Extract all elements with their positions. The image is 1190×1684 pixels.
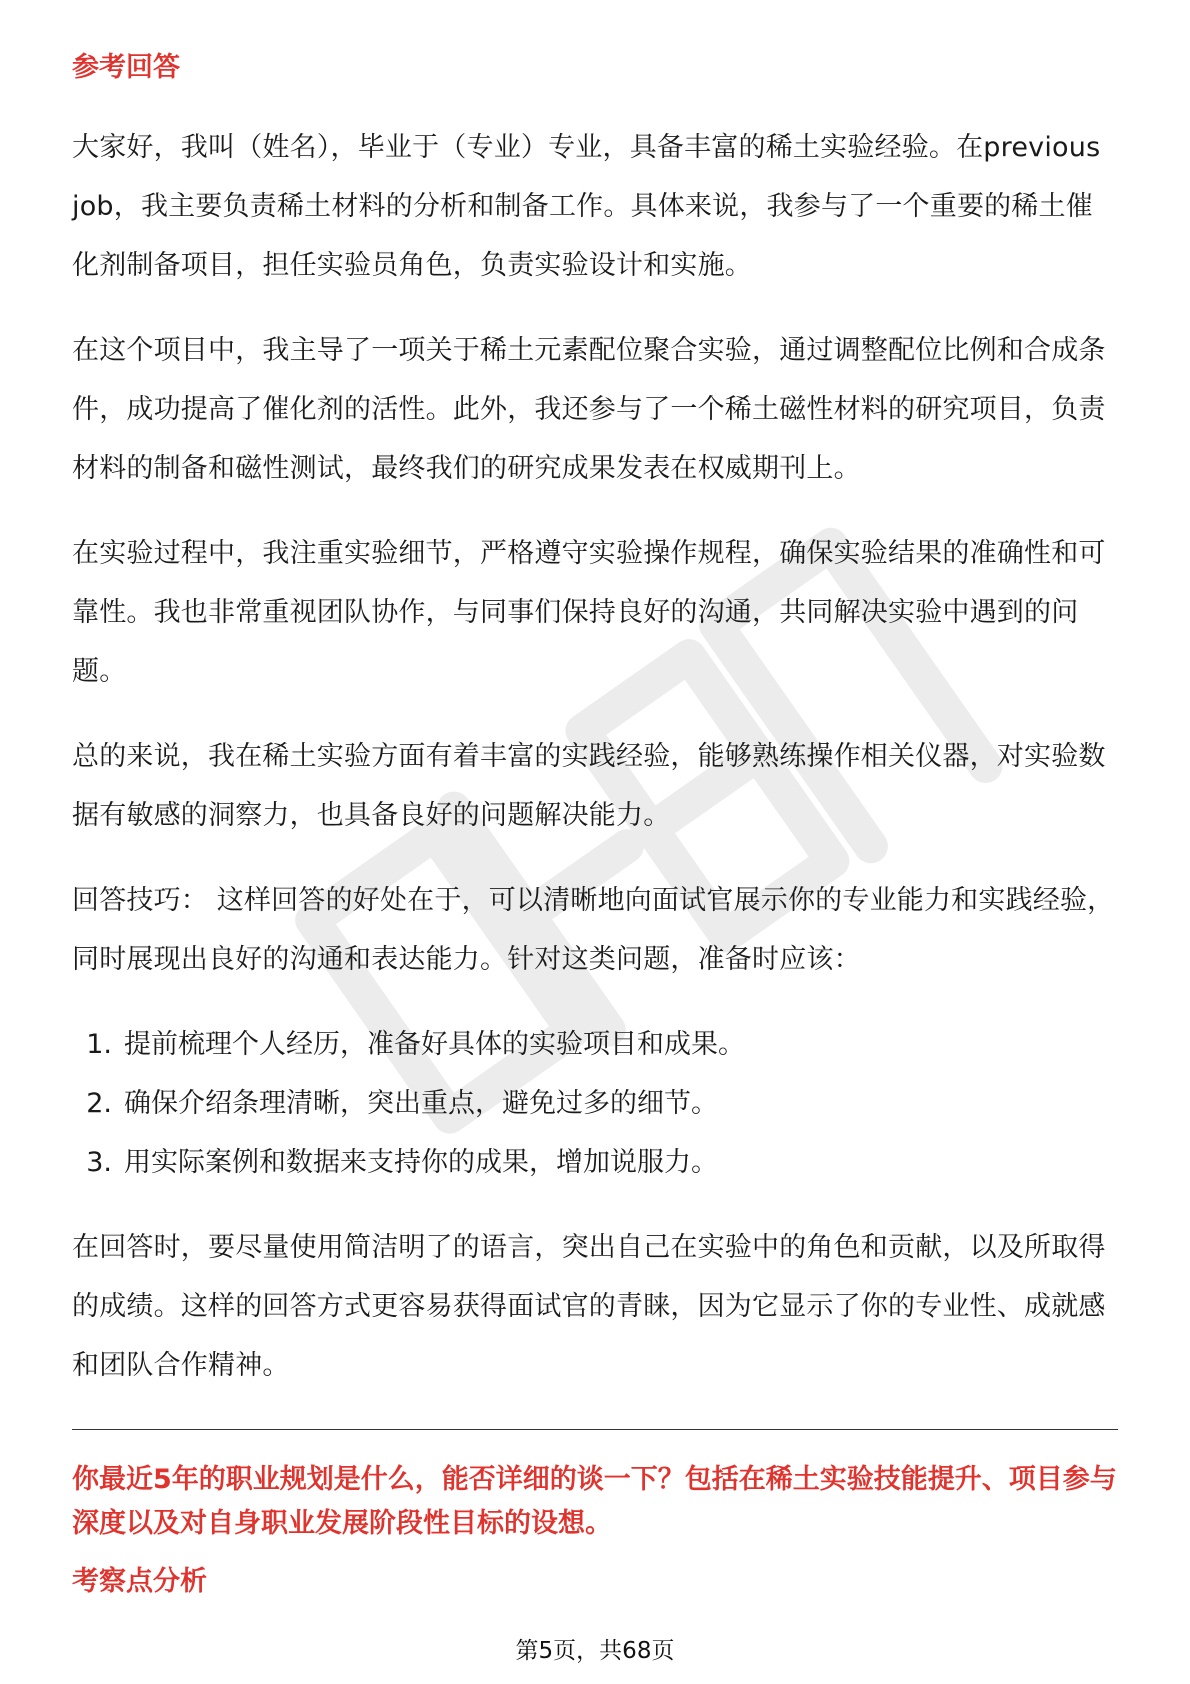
list-item (72, 1015, 1118, 1074)
main-content (72, 48, 1118, 1602)
paragraph-closing: 在回答时，要尽量使用简洁明了的语言，突出自己在实验中的角色和贡献，以及所取得的成绩。这样的回答方式更容易获得面试官的青睐，因为它显示了你的专业性、成就感和团队合作精神。 (72, 1232, 1106, 1381)
list-item-number: 2. (86, 1088, 112, 1119)
page-footer: 第5页，共68页 (515, 1638, 675, 1664)
paragraph-process: 在实验过程中，我注重实验细节，严格遵守实验操作规程，确保实验结果的准确性和可靠性。我也非常重视团队协作，与同事们保持良好的沟通，共同解决实验中遇到的问题。 (72, 538, 1106, 687)
list-item (72, 1133, 1118, 1192)
tips-list (72, 1015, 1118, 1192)
list-item (72, 1074, 1118, 1133)
paragraph-summary: 总的来说，我在稀土实验方面有着丰富的实践经验，能够熟练操作相关仪器，对实验数据有敏感的洞察力，也具备良好的问题解决能力。 (72, 741, 1106, 831)
list-item-number: 1. (86, 1029, 112, 1060)
section-divider (72, 1429, 1118, 1430)
section-title: 参考回答 (72, 52, 180, 83)
list-item-number: 3. (86, 1147, 112, 1178)
paragraph-intro: 大家好，我叫（姓名），毕业于（专业）专业，具备丰富的稀土实验经验。在previous job，我主要负责稀土材料的分析和制备工作。具体来说，我参与了一个重要的稀土催化剂制备项目，担任实验员角色，负责实验设计和实施。 (72, 132, 1101, 281)
paragraph-tips-intro: 回答技巧： 这样回答的好处在于，可以清晰地向面试官展示你的专业能力和实践经验，同时展现出良好的沟通和表达能力。针对这类问题，准备时应该： (72, 885, 1115, 975)
list-item-text: 用实际案例和数据来支持你的成果，增加说服力。 (124, 1147, 718, 1178)
next-question: 你最近5年的职业规划是什么，能否详细的谈一下？包括在稀土实验技能提升、项目参与深度以及对自身职业发展阶段性目标的设想。 (72, 1464, 1117, 1539)
next-section-title: 考察点分析 (72, 1566, 207, 1597)
list-item-text: 提前梳理个人经历，准备好具体的实验项目和成果。 (124, 1029, 745, 1060)
paragraph-project: 在这个项目中，我主导了一项关于稀土元素配位聚合实验，通过调整配位比例和合成条件，成功提高了催化剂的活性。此外，我还参与了一个稀土磁性材料的研究项目，负责材料的制备和磁性测试，最终我们的研究成果发表在权威期刊上。 (72, 335, 1106, 484)
list-item-text: 确保介绍条理清晰，突出重点，避免过多的细节。 (124, 1088, 718, 1119)
